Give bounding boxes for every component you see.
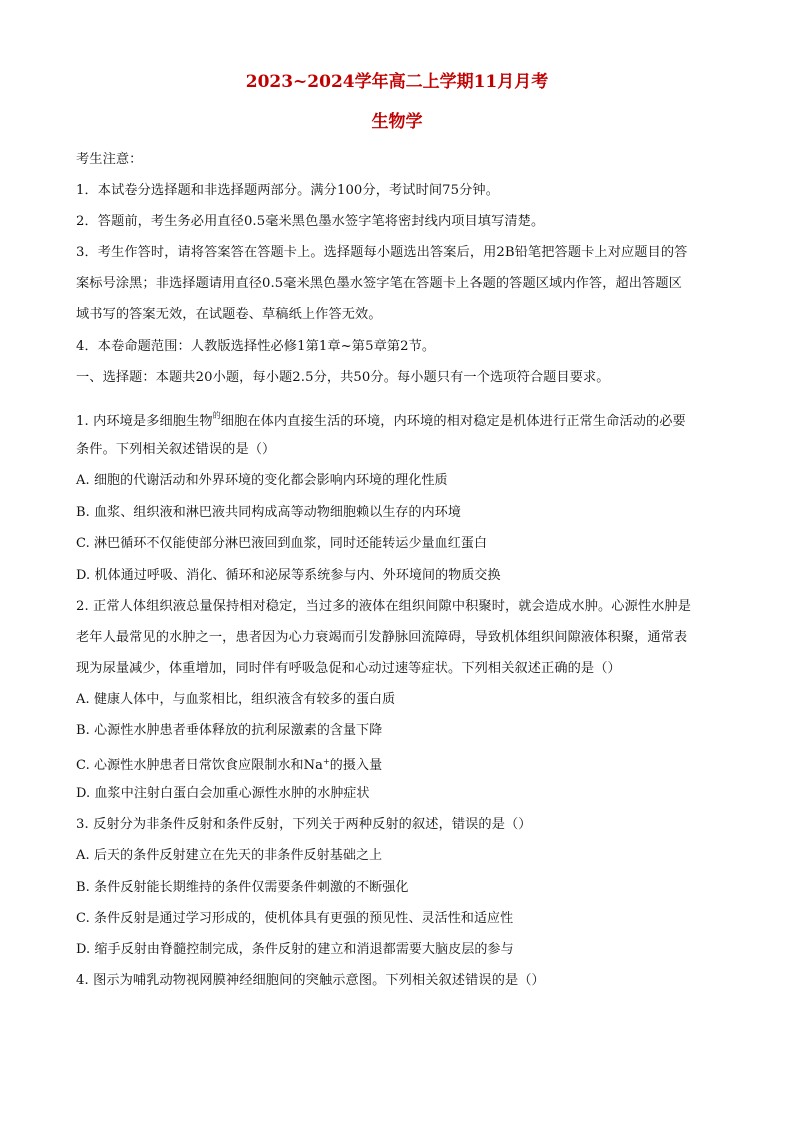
- question-stem: 现为尿量减少，体重增加，同时伴有呼吸急促和心动过速等症状。下列相关叙述正确的是（）: [76, 661, 621, 676]
- question-stem: 4. 图示为哺乳动物视网膜神经细胞间的突触示意图。下列相关叙述错误的是（）: [76, 973, 545, 988]
- option-c: C. 条件反射是通过学习形成的，使机体具有更强的预见性、灵活性和适应性: [76, 911, 514, 926]
- notice-item: 1．本试卷分选择题和非选择题两部分。满分100分，考试时间75分钟。: [76, 183, 499, 198]
- notice-item: 2．答题前，考生务必用直径0.5毫米黑色墨水签字笔将密封线内项目填写清楚。: [76, 214, 545, 229]
- option-a: A. 后天的条件反射建立在先天的非条件反射基础之上: [76, 848, 383, 863]
- option-d: D. 机体通过呼吸、消化、循环和泌尿等系统参与内、外环境间的物质交换: [76, 568, 501, 583]
- notice-item: 案标号涂黑；非选择题请用直径0.5毫米黑色墨水签字笔在答题卡上各题的答题区域内作答，超出答题区: [76, 276, 682, 291]
- question-stem: 老年人最常见的水肿之一，患者因为心力衰竭而引发静脉回流障碍，导致机体组织间隙液体积聚，通常表: [76, 630, 688, 645]
- option-b: B. 条件反射能长期维持的条件仅需要条件刺激的不断强化: [76, 880, 409, 895]
- notice-item: 域书写的答案无效，在试题卷、草稿纸上作答无效。: [76, 307, 382, 322]
- subject-title: 生物学: [371, 112, 423, 132]
- stem-text: 细胞在体内直接生活的环境，内环境的相对稳定是机体进行正常生命活动的必要: [220, 414, 686, 429]
- option-d: D. 缩手反射由脊髓控制完成，条件反射的建立和消退都需要大脑皮层的参与: [76, 942, 514, 957]
- notice-heading: 考生注意：: [76, 152, 143, 167]
- option-a: A. 健康人体中，与血浆相比，组织液含有较多的蛋白质: [76, 692, 396, 707]
- question-stem: [76, 406, 686, 432]
- stem-mark: 的: [212, 411, 221, 420]
- question-stem: 2. 正常人体组织液总量保持相对稳定，当过多的液体在组织间隙中积聚时，就会造成水肿。心源性水肿是: [76, 599, 692, 614]
- question-stem: 条件。下列相关叙述错误的是（）: [76, 442, 276, 457]
- option-b: B. 血浆、组织液和淋巴液共同构成高等动物细胞赖以生存的内环境: [76, 505, 461, 520]
- exam-title: 2023~2024学年高二上学期11月月考: [245, 72, 549, 92]
- option-b: B. 心源性水肿患者垂体释放的抗利尿激素的含量下降: [76, 723, 383, 738]
- sodium-charge: +: [322, 757, 330, 766]
- option-a: A. 细胞的代谢活动和外界环境的变化都会影响内环境的理化性质: [76, 473, 448, 488]
- stem-text: 1. 内环境是多细胞生物: [76, 414, 213, 429]
- option-c: C. 淋巴循环不仅能使部分淋巴液回到血浆，同时还能转运少量血红蛋白: [76, 536, 488, 551]
- notice-item: 3．考生作答时，请将答案答在答题卡上。选择题每小题选出答案后，用2B铅笔把答题卡上对应题目的答: [76, 245, 688, 260]
- option-c: [76, 752, 382, 776]
- question-stem: 3. 反射分为非条件反射和条件反射，下列关于两种反射的叙述，错误的是（）: [76, 817, 532, 832]
- option-text: 的摄入量: [329, 758, 383, 773]
- section-heading: 一、选择题：本题共20小题，每小题2.5分，共50分。每小题只有一个选项符合题目要求。: [76, 370, 610, 385]
- notice-item: 4．本卷命题范围：人教版选择性必修1第1章~第5章第2节。: [76, 339, 436, 354]
- option-text: C. 心源性水肿患者日常饮食应限制水和Na: [76, 758, 323, 773]
- option-d: D. 血浆中注射白蛋白会加重心源性水肿的水肿症状: [76, 786, 370, 801]
